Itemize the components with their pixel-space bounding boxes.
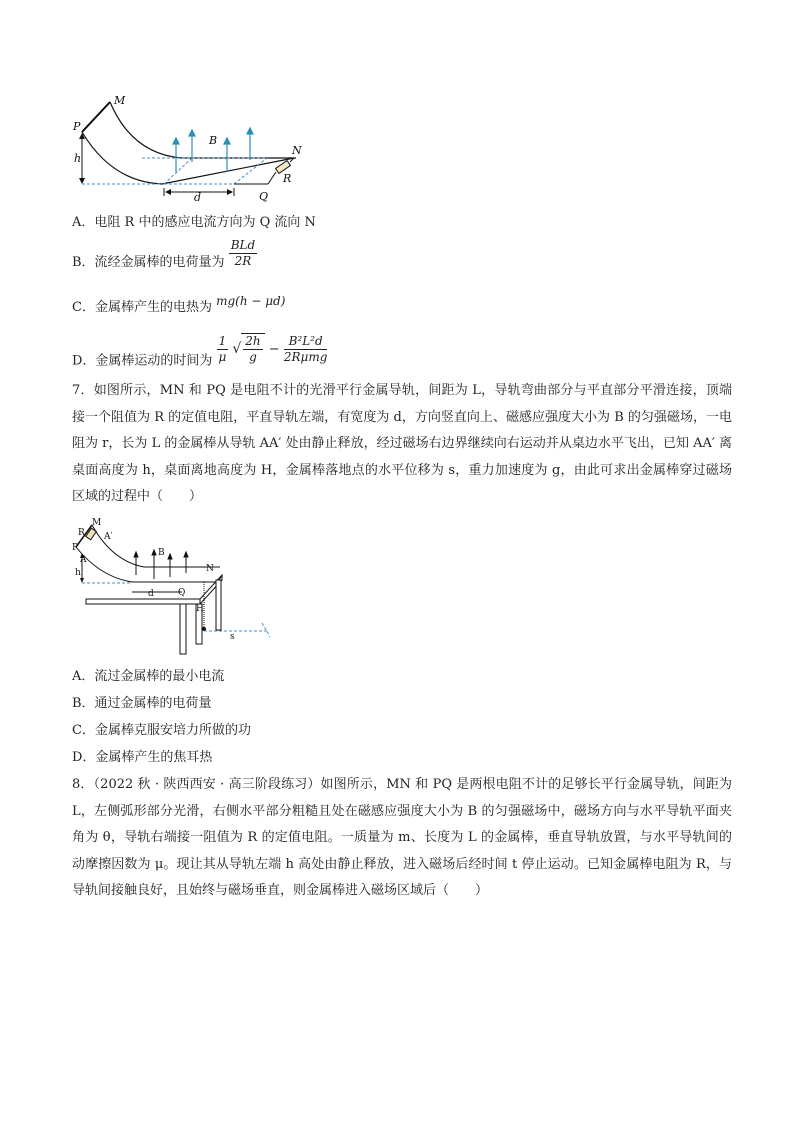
label-N: N	[292, 144, 302, 157]
fig2-label-a: A	[80, 555, 87, 565]
q7-option-b: B．通过金属棒的电荷量	[72, 696, 212, 711]
label-M: M	[114, 94, 126, 107]
fig2-label-b: B	[158, 548, 165, 558]
q7-option-c: C．金属棒克服安培力所做的功	[72, 723, 251, 738]
q7-option-d: D．金属棒产生的焦耳热	[72, 750, 213, 765]
fig2-label-n: N	[206, 564, 214, 574]
label-d: d	[194, 191, 202, 204]
label-B: B	[209, 134, 218, 147]
fig2-label-d: d	[148, 589, 154, 599]
figure-rails-table	[72, 517, 282, 657]
fig2-label-m: M	[92, 518, 102, 528]
fig2-label-r: R	[78, 528, 85, 538]
fig2-label-hh: H	[196, 604, 204, 614]
label-h: h	[74, 152, 82, 165]
label-R: R	[283, 172, 292, 185]
label-Q: Q	[259, 190, 269, 203]
fraction-bld-2r: $\frac{\text{BLd}}{2R}$	[230, 238, 256, 268]
fig2-label-p: P	[72, 543, 79, 553]
q6-option-a: A．电阻 R 中的感应电流方向为 Q 流向 N	[72, 215, 316, 230]
q6-option-b: B．流经金属棒的电荷量为 $\frac{\text{BLd}}{2R}$	[72, 238, 256, 270]
q6-option-c: C．金属棒产生的电热为 mg(h − μd)	[72, 294, 286, 315]
figure-rails-magnetic-field	[72, 92, 312, 204]
q7-stem: 7．如图所示，MN 和 PQ 是电阻不计的光滑平行金属导轨，间距为 L，导轨弯曲部分与平直部分平滑连接，顶端接一个阻值为 R 的定值电阻，平直导轨左端，有宽度为 d，方向竖直向上、磁感应强度大小为 B 的匀强磁场，一电阻为 r，长为 L 的金属棒从导轨 AA′ 处由静止释放，经过磁场右边界继续向右运动并从桌边水平飞出，已知 AA′ 离桌面高度为 h，桌面离地高度为 H，金属棒落地点的水平位移为 s，重力加速度为 g，由此可求出金属棒穿过磁场区域的过程中（ ）	[72, 383, 732, 504]
fig2-label-q: Q	[178, 588, 186, 598]
time-expression: $\frac{1}{\mu}$ √ $\frac{2h}{g}$ − $\frac{\text{B²L²d}}{\text{2Rμmg}}$	[218, 333, 328, 364]
fig2-label-s: s	[230, 632, 235, 642]
q7-option-a: A．流过金属棒的最小电流	[72, 669, 225, 684]
q6-option-d: D．金属棒运动的时间为 $\frac{1}{\mu}$ √ $\frac{2h}{g}$ − $\frac{\text{B²L²d}}{\text{2Rμmg}}$	[72, 333, 328, 369]
q8-stem: 8．（2022 秋 · 陕西西安 · 高三阶段练习）如图所示，MN 和 PQ 是两根电阻不计的足够长平行金属导轨，间距为 L，左侧弧形部分光滑，右侧水平部分粗糙且处在磁感应强度大小为 B 的匀强磁场中，磁场方向与水平导轨平面夹角为 θ，导轨右端接一阻值为 R 的定值电阻。一质量为 m、长度为 L 的金属棒，垂直导轨放置，与水平导轨间的动摩擦因数为 μ。现让其从导轨左端 h 高处由静止释放，进入磁场后经时间 t 停止运动。已知金属棒电阻为 R，与导轨间接触良好，且始终与磁场垂直，则金属棒进入磁场区域后（ ）	[72, 777, 732, 898]
fig2-label-h: h	[75, 568, 81, 578]
fig2-label-a-prime: A′	[104, 532, 113, 542]
heat-expression: mg(h − μd)	[216, 294, 286, 308]
label-P: P	[73, 120, 81, 133]
